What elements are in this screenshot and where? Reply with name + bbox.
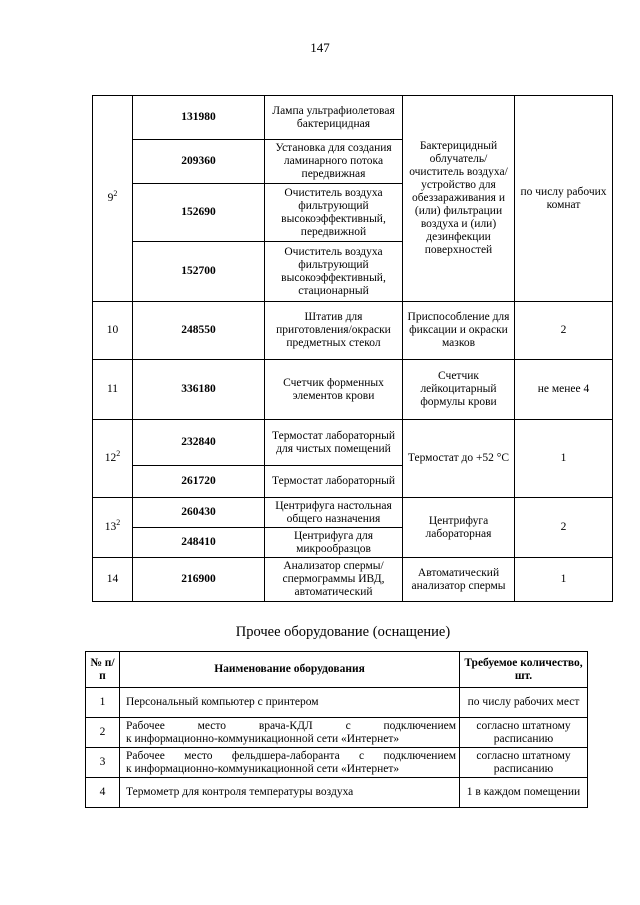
equipment-name xyxy=(120,748,460,778)
table-row xyxy=(93,360,613,420)
equipment-quantity: согласно штатному расписанию xyxy=(460,718,588,748)
equipment-code: 209360 xyxy=(133,140,265,184)
other-equipment-table xyxy=(85,651,588,808)
equipment-quantity: 2 xyxy=(515,498,613,558)
table-row xyxy=(93,558,613,602)
equipment-category: Бактерицидный облучатель/ очиститель воздуха/ устройство для обеззараживания и (или) фильтрации воздуха и (или) дезинфекции поверхностей xyxy=(403,96,515,302)
section-title: Прочее оборудование (оснащение) xyxy=(235,624,451,640)
page-number: 147 xyxy=(310,40,330,55)
equipment-quantity: по числу рабочих комнат xyxy=(515,96,613,302)
equipment-code: 131980 xyxy=(133,96,265,140)
row-number: 4 xyxy=(86,778,120,808)
equipment-name: Термометр для контроля температуры воздуха xyxy=(120,778,460,808)
equipment-quantity: 1 xyxy=(515,558,613,602)
table-row xyxy=(93,302,613,360)
table-header-row xyxy=(86,652,588,688)
equipment-category: Центрифуга лабораторная xyxy=(403,498,515,558)
equipment-category: Термостат до +52 °С xyxy=(403,420,515,498)
equipment-code: 216900 xyxy=(133,558,265,602)
equipment-name: Установка для создания ламинарного потока передвижная xyxy=(265,140,403,184)
row-number: 3 xyxy=(86,748,120,778)
row-number: 2 xyxy=(86,718,120,748)
header-qty: Требуемое количество, шт. xyxy=(460,652,588,688)
equipment-name: Центрифуга для микрообразцов xyxy=(265,528,403,558)
equipment-name: Термостат лабораторный для чистых помещений xyxy=(265,420,403,466)
equipment-quantity: согласно штатному расписанию xyxy=(460,748,588,778)
equipment-category: Приспособление для фиксации и окраски мазков xyxy=(403,302,515,360)
equipment-code: 336180 xyxy=(133,360,265,420)
table-row xyxy=(86,748,588,778)
equipment-table xyxy=(92,95,613,602)
equipment-name: Анализатор спермы/спермограммы ИВД, автоматический xyxy=(265,558,403,602)
equipment-name: Штатив для приготовления/окраски предметных стекол xyxy=(265,302,403,360)
row-number: $12^2$ xyxy=(93,420,133,498)
equipment-name: Счетчик форменных элементов крови xyxy=(265,360,403,420)
table-row xyxy=(93,96,613,140)
equipment-code: 248550 xyxy=(133,302,265,360)
equipment-code: 152700 xyxy=(133,242,265,302)
equipment-name: Очиститель воздуха фильтрующий высокоэффективный, передвижной xyxy=(265,184,403,242)
row-number: 1 xyxy=(86,688,120,718)
equipment-name: Лампа ультрафиолетовая бактерицидная xyxy=(265,96,403,140)
equipment-name: Центрифуга настольная общего назначения xyxy=(265,498,403,528)
equipment-name: Термостат лабораторный xyxy=(265,466,403,498)
header-name: Наименование оборудования xyxy=(120,652,460,688)
name-line-2: к информационно-коммуникационной сети «Интернет» xyxy=(126,732,400,745)
equipment-quantity: 2 xyxy=(515,302,613,360)
table-row xyxy=(86,718,588,748)
row-number: 14 xyxy=(93,558,133,602)
name-line-1: Рабочее место врача-КДЛ с подключением xyxy=(126,719,456,732)
equipment-quantity: не менее 4 xyxy=(515,360,613,420)
row-number: $9^2$ xyxy=(93,96,133,302)
table-row xyxy=(86,688,588,718)
name-line-1: Рабочее место фельдшера-лаборанта с подключением xyxy=(126,749,456,762)
table-row xyxy=(93,498,613,528)
equipment-name: Очиститель воздуха фильтрующий высокоэффективный, стационарный xyxy=(265,242,403,302)
equipment-name xyxy=(120,718,460,748)
row-number: 10 xyxy=(93,302,133,360)
name-line-2: к информационно-коммуникационной сети «Интернет» xyxy=(126,762,400,775)
equipment-code: 260430 xyxy=(133,498,265,528)
equipment-name: Персональный компьютер с принтером xyxy=(120,688,460,718)
equipment-code: 232840 xyxy=(133,420,265,466)
equipment-code: 248410 xyxy=(133,528,265,558)
equipment-category: Счетчик лейкоцитарный формулы крови xyxy=(403,360,515,420)
table-row xyxy=(93,420,613,466)
equipment-category: Автоматический анализатор спермы xyxy=(403,558,515,602)
equipment-quantity: 1 в каждом помещении xyxy=(460,778,588,808)
row-number: $13^2$ xyxy=(93,498,133,558)
equipment-code: 261720 xyxy=(133,466,265,498)
equipment-code: 152690 xyxy=(133,184,265,242)
equipment-quantity: 1 xyxy=(515,420,613,498)
row-number: 11 xyxy=(93,360,133,420)
table-row xyxy=(86,778,588,808)
equipment-quantity: по числу рабочих мест xyxy=(460,688,588,718)
header-num: № п/п xyxy=(86,652,120,688)
